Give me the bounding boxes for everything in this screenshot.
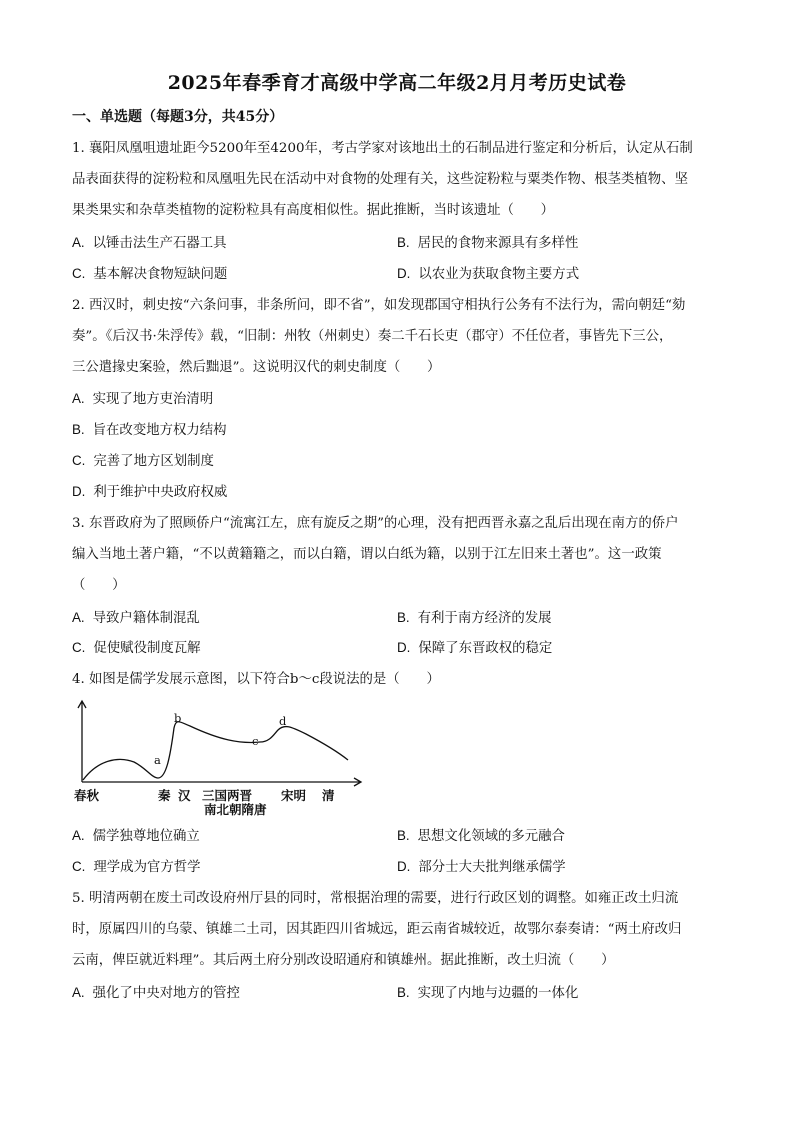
question-line: 果类果实和杂草类植物的淀粉粒具有高度相似性。据此推断，当时该遗址（ ） — [72, 203, 555, 218]
option-label: A. — [72, 235, 85, 250]
question-3-option-c[interactable] — [72, 638, 201, 659]
question-4-option-c[interactable] — [72, 857, 201, 878]
option-label: B. — [397, 610, 410, 625]
option-label: A. — [72, 391, 85, 406]
option-label: C. — [72, 640, 86, 655]
question-line: 奏”。《后汉书·朱浮传》载，“旧制：州牧（州刺史）奏二千石长吏（郡守）不任位者，事皆先下三公， — [72, 329, 673, 344]
option-text: 思想文化领域的多元融合 — [417, 829, 565, 844]
question-1-option-b[interactable] — [397, 233, 578, 254]
question-line: 4. 如图是儒学发展示意图，以下符合b～c段说法的是（ ） — [72, 672, 440, 687]
question-2-stem — [72, 290, 724, 383]
question-3-option-a[interactable] — [72, 608, 200, 629]
option-text: 利于维护中央政府权威 — [93, 485, 228, 500]
question-5-option-a[interactable] — [72, 983, 240, 1004]
question-3-option-b[interactable] — [397, 608, 552, 629]
option-text: 基本解决食物短缺问题 — [93, 267, 228, 282]
option-label: A. — [72, 985, 85, 1000]
question-3-option-d[interactable] — [397, 638, 552, 659]
question-line: （ ） — [72, 578, 126, 593]
question-4-option-d[interactable] — [397, 857, 566, 878]
question-2-option-b[interactable] — [72, 420, 227, 441]
axis-label-sanguo-liangjin: 三国两晋 — [202, 788, 253, 803]
point-a-label: a — [154, 753, 161, 767]
option-label: A. — [72, 828, 85, 843]
option-text: 居民的食物来源具有多样性 — [417, 236, 579, 251]
axis-label-songming: 宋明 — [281, 788, 307, 803]
question-line: 2. 西汉时，刺史按“六条问事，非条所问，即不省”，如发现郡国守相执行公务有不法行为，需向朝廷“劾 — [72, 298, 686, 313]
option-text: 儒学独尊地位确立 — [92, 829, 200, 844]
page-title: 2025年春季育才高级中学高二年级2月月考历史试卷 — [167, 72, 627, 94]
option-text: 促使赋役制度瓦解 — [93, 641, 201, 656]
option-label: D. — [397, 266, 411, 281]
point-c-label: c — [252, 734, 259, 748]
question-5-option-b[interactable] — [397, 983, 578, 1004]
question-line: 品表面获得的淀粉粒和凤凰咀先民在活动中对食物的处理有关，这些淀粉粒与粟类作物、根茎类植物、坚 — [72, 172, 688, 187]
option-label: A. — [72, 610, 85, 625]
section-heading: 一、单选题（每题3分，共45分） — [72, 109, 284, 125]
option-text: 部分士大夫批判继承儒学 — [418, 860, 566, 875]
point-b-label: b — [174, 711, 182, 725]
question-1-stem — [72, 133, 724, 226]
development-curve — [83, 722, 348, 780]
option-text: 以农业为获取食物主要方式 — [418, 267, 580, 282]
option-text: 导致户籍体制混乱 — [92, 611, 200, 626]
option-text: 旨在改变地方权力结构 — [92, 423, 227, 438]
question-line: 云南，俾臣就近料理”。其后两土府分别改设昭通府和镇雄州。据此推断，改土归流（ ） — [72, 953, 615, 968]
question-4-option-b[interactable] — [397, 826, 565, 847]
question-1-option-d[interactable] — [397, 264, 579, 285]
question-line: 时，原属四川的乌蒙、镇雄二土司，因其距四川省城远，距云南省城较近，故鄂尔泰奏请：“两土府改归 — [72, 922, 682, 937]
confucianism-development-diagram — [70, 698, 370, 820]
option-label: C. — [72, 266, 86, 281]
option-label: D. — [72, 484, 86, 499]
option-label: D. — [397, 640, 411, 655]
option-label: B. — [397, 828, 410, 843]
point-d-label: d — [279, 714, 287, 728]
option-text: 强化了中央对地方的管控 — [92, 986, 240, 1001]
option-label: D. — [397, 859, 411, 874]
option-label: C. — [72, 453, 86, 468]
question-2-option-d[interactable] — [72, 482, 227, 503]
question-5-stem — [72, 883, 724, 976]
option-text: 保障了东晋政权的稳定 — [418, 641, 553, 656]
option-text: 有利于南方经济的发展 — [417, 611, 552, 626]
option-label: B. — [397, 235, 410, 250]
option-label: B. — [72, 422, 85, 437]
option-text: 以锤击法生产石器工具 — [92, 236, 227, 251]
option-text: 理学成为官方哲学 — [93, 860, 201, 875]
axis-label-qin: 秦 — [158, 788, 171, 803]
question-line: 三公遣掾史案验，然后黜退”。这说明汉代的刺史制度（ ） — [72, 360, 441, 375]
axis-label-chunqiu: 春秋 — [74, 788, 100, 803]
question-3-stem — [72, 508, 724, 601]
question-4-stem — [72, 664, 724, 695]
question-line: 编入当地土著户籍，“不以黄籍籍之，而以白籍，谓以白纸为籍，以别于江左旧来土著也”。这一政策 — [72, 547, 662, 562]
question-4-option-a[interactable] — [72, 826, 200, 847]
axis-label-han: 汉 — [178, 788, 191, 803]
question-line: 3. 东晋政府为了照顾侨户“流寓江左，庶有旋反之期”的心理，没有把西晋永嘉之乱后出现在南方的侨户 — [72, 516, 679, 531]
question-line: 1. 襄阳凤凰咀遗址距今5200年至4200年，考古学家对该地出土的石制品进行鉴定和分析后，认定从石制 — [72, 141, 693, 156]
question-1-option-c[interactable] — [72, 264, 227, 285]
option-label: B. — [397, 985, 410, 1000]
option-text: 实现了地方吏治清明 — [92, 392, 214, 407]
axis-label-nanbeichao-suitang: 南北朝隋唐 — [204, 802, 267, 817]
axis-label-qing: 清 — [322, 788, 335, 803]
option-text: 完善了地方区划制度 — [93, 454, 214, 469]
option-label: C. — [72, 859, 86, 874]
question-2-option-c[interactable] — [72, 451, 214, 472]
question-2-option-a[interactable] — [72, 389, 213, 410]
question-1-option-a[interactable] — [72, 233, 227, 254]
question-line: 5. 明清两朝在废土司改设府州厅县的同时，常根据治理的需要，进行行政区划的调整。如雍正改土归流 — [72, 891, 679, 906]
option-text: 实现了内地与边疆的一体化 — [417, 986, 579, 1001]
